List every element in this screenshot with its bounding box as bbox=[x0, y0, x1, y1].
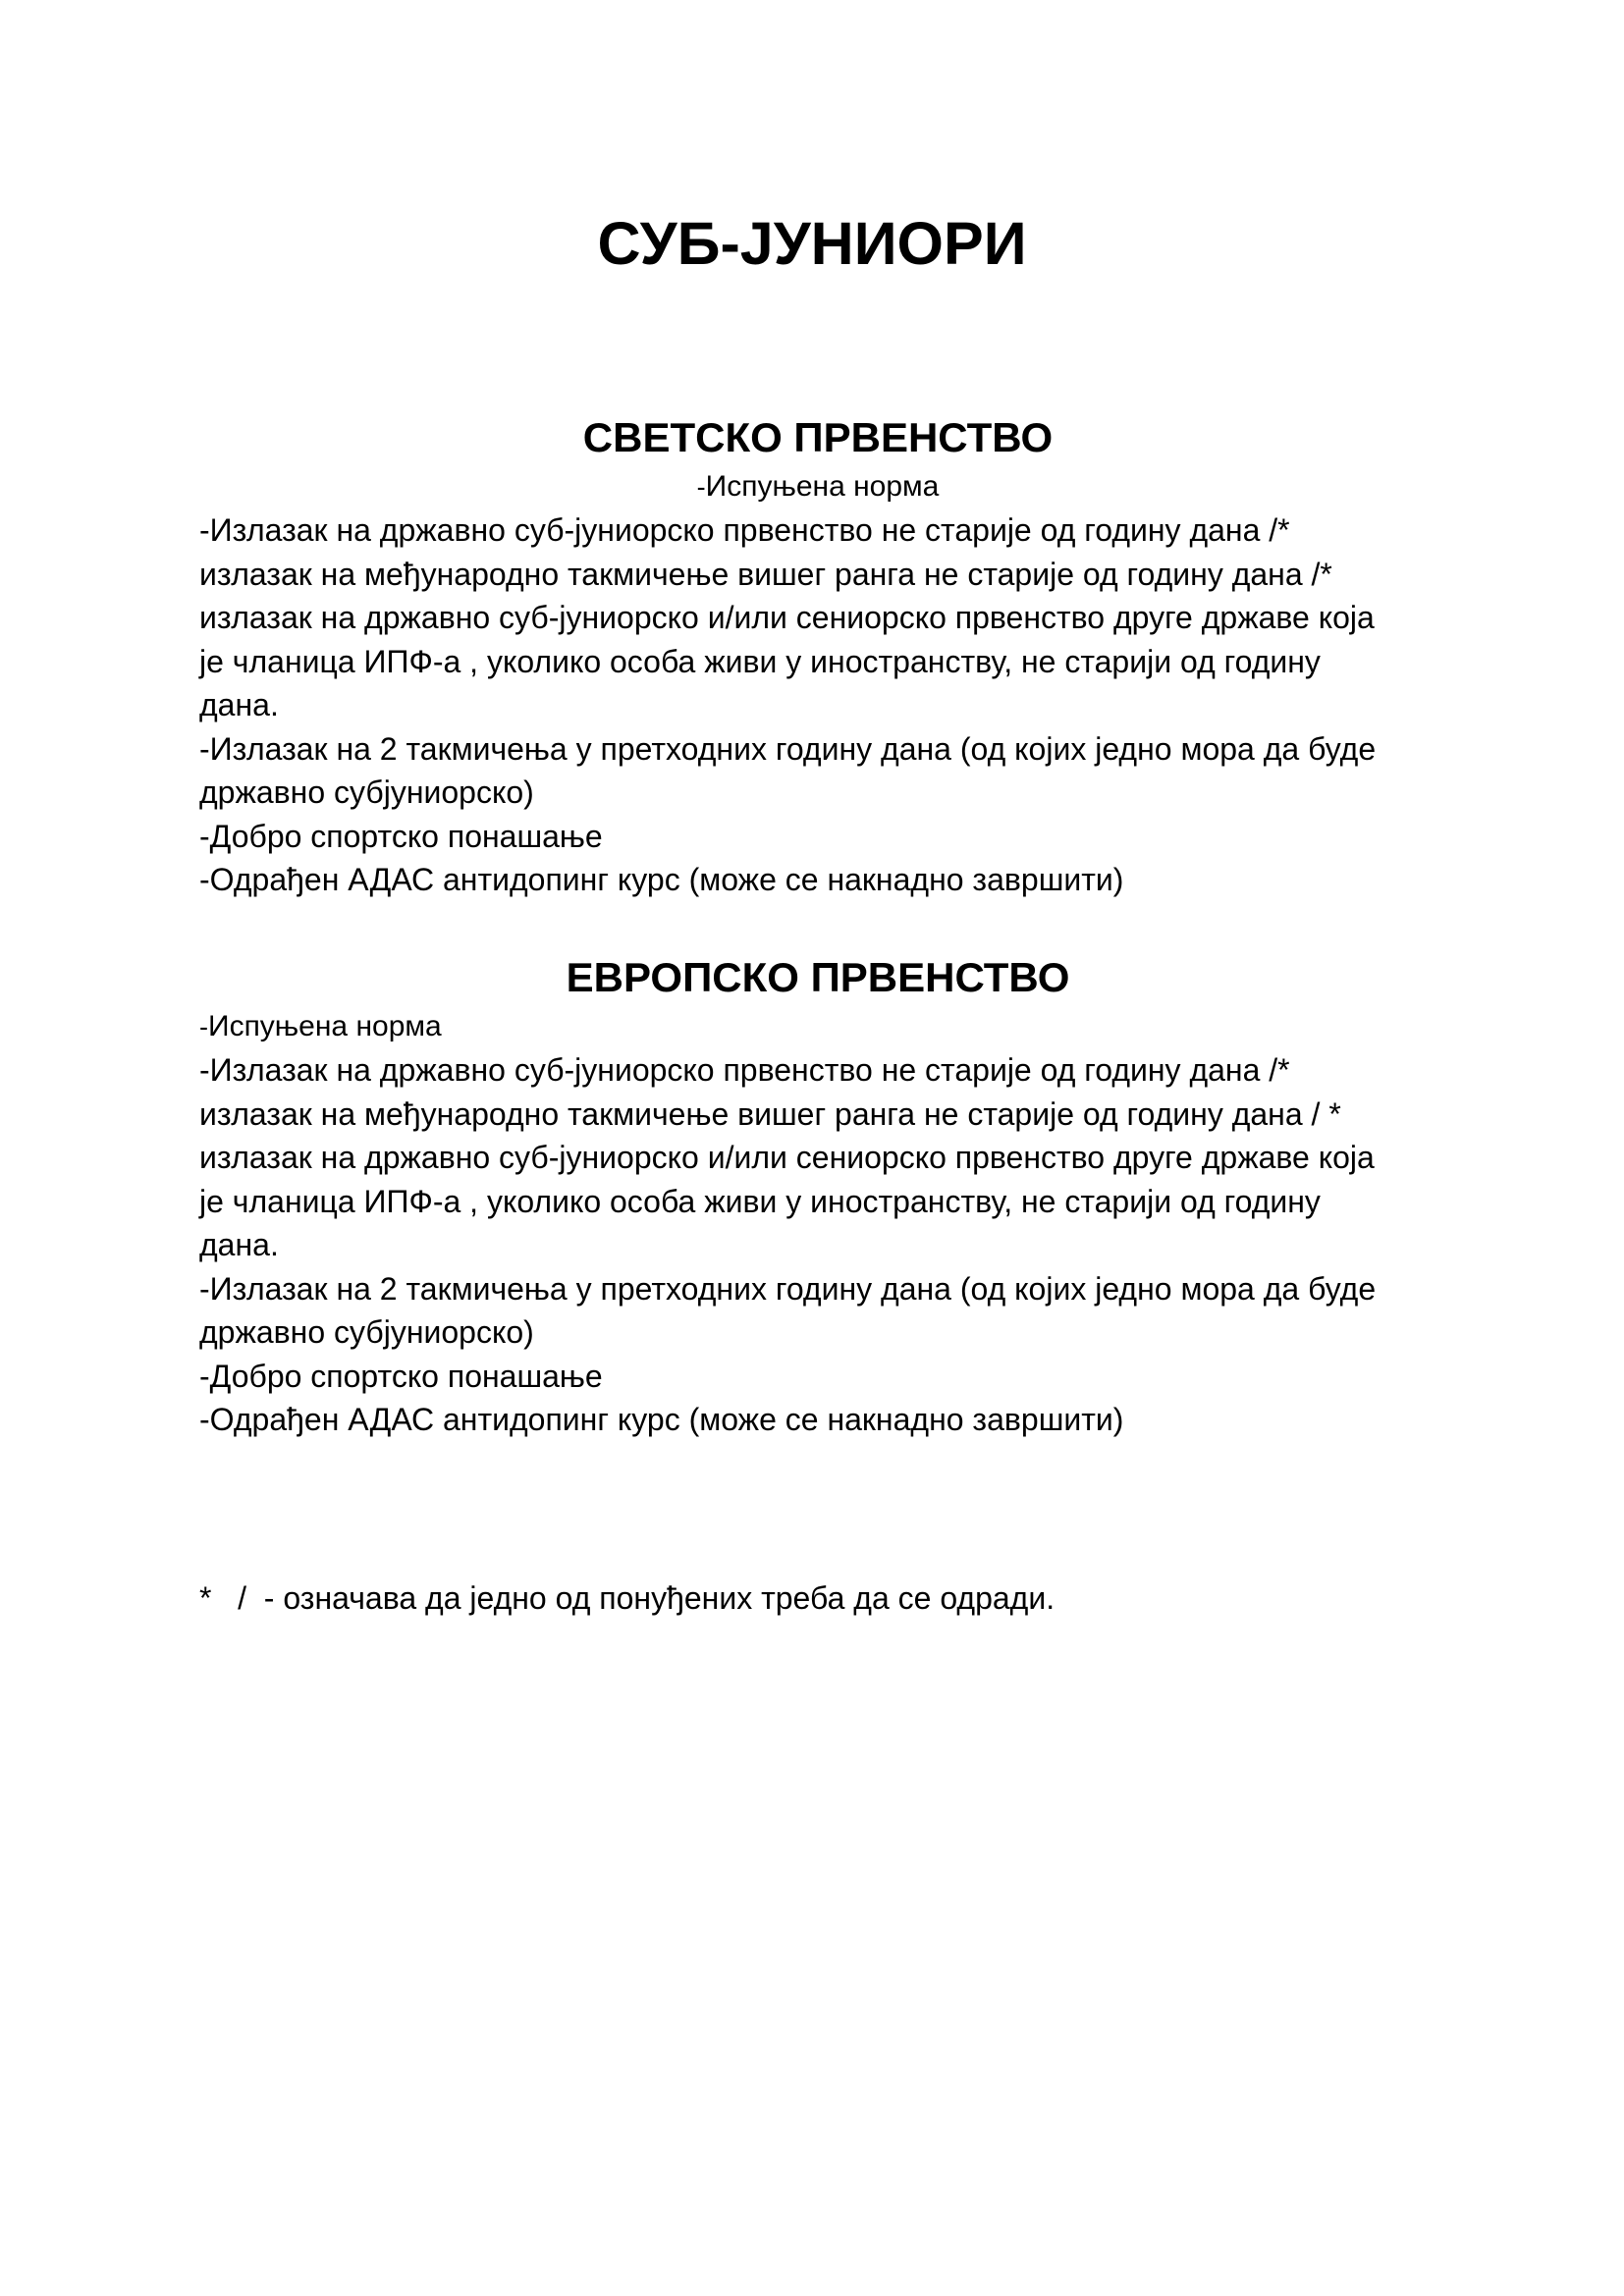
dash-mark: - bbox=[696, 472, 706, 502]
requirement-line: је чланица ИПФ-а , уколико особа живи у иностранству, не старији од годину bbox=[199, 643, 1321, 679]
footnote: * / - означава да једно од понуђених треба да се одради. bbox=[199, 1580, 1056, 1616]
requirement-line: излазак на међународно такмичење вишег ранга не старије од годину дана /* bbox=[199, 556, 1332, 592]
requirement-line: излазак на државно суб-јуниорско и/или сениорско првенство друге државе која bbox=[199, 1140, 1375, 1175]
requirement-line: -Излазак на државно суб-јуниорско првенство не старије од годину дана /* bbox=[199, 1052, 1290, 1088]
requirement-line: -Излазак на 2 такмичења у претходних годину дана (од којих једно мора да буде bbox=[199, 1270, 1377, 1307]
requirement-line: -Одрађен АДАС антидопинг курс (може се накнадно завршити) bbox=[199, 1402, 1124, 1437]
document-title: СУБ-ЈУНИОРИ bbox=[597, 210, 1027, 277]
requirement-line: излазак на међународно такмичење вишег ранга не старије од годину дана / * bbox=[199, 1095, 1341, 1132]
requirement-line: -Добро спортско понашање bbox=[199, 1358, 603, 1394]
section-heading: ЕВРОПСКО ПРВЕНСТВО bbox=[566, 954, 1070, 1000]
dash-mark: - bbox=[199, 1012, 208, 1041]
requirement-line: излазак на државно суб-јуниорско и/или сениорско првенство друге државе која bbox=[199, 600, 1375, 635]
section-european-championship bbox=[199, 950, 1436, 1442]
requirement-line: -Добро спортско понашање bbox=[199, 818, 603, 854]
norm-text: Испуњена норма bbox=[208, 1010, 442, 1042]
requirement-line: је чланица ИПФ-а , уколико особа живи у иностранству, не старији од годину bbox=[199, 1183, 1321, 1219]
norm-line bbox=[199, 465, 1436, 508]
requirement-line: -Излазак на државно суб-јуниорско првенство не старије од годину дана /* bbox=[199, 512, 1290, 548]
norm-line bbox=[199, 1005, 1436, 1048]
section-world-championship bbox=[199, 410, 1436, 902]
requirement-line: државно субјуниорско) bbox=[199, 1314, 534, 1350]
requirement-line: -Одрађен АДАС антидопинг курс (може се накнадно завршити) bbox=[199, 862, 1124, 897]
requirement-line: дана. bbox=[199, 1227, 279, 1262]
requirement-line: дана. bbox=[199, 687, 279, 722]
norm-text: Испуњена норма bbox=[705, 470, 940, 503]
requirement-line: државно субјуниорско) bbox=[199, 774, 534, 810]
requirement-line: -Излазак на 2 такмичења у претходних годину дана (од којих једно мора да буде bbox=[199, 730, 1377, 767]
section-heading: СВЕТСКО ПРВЕНСТВО bbox=[582, 414, 1054, 460]
